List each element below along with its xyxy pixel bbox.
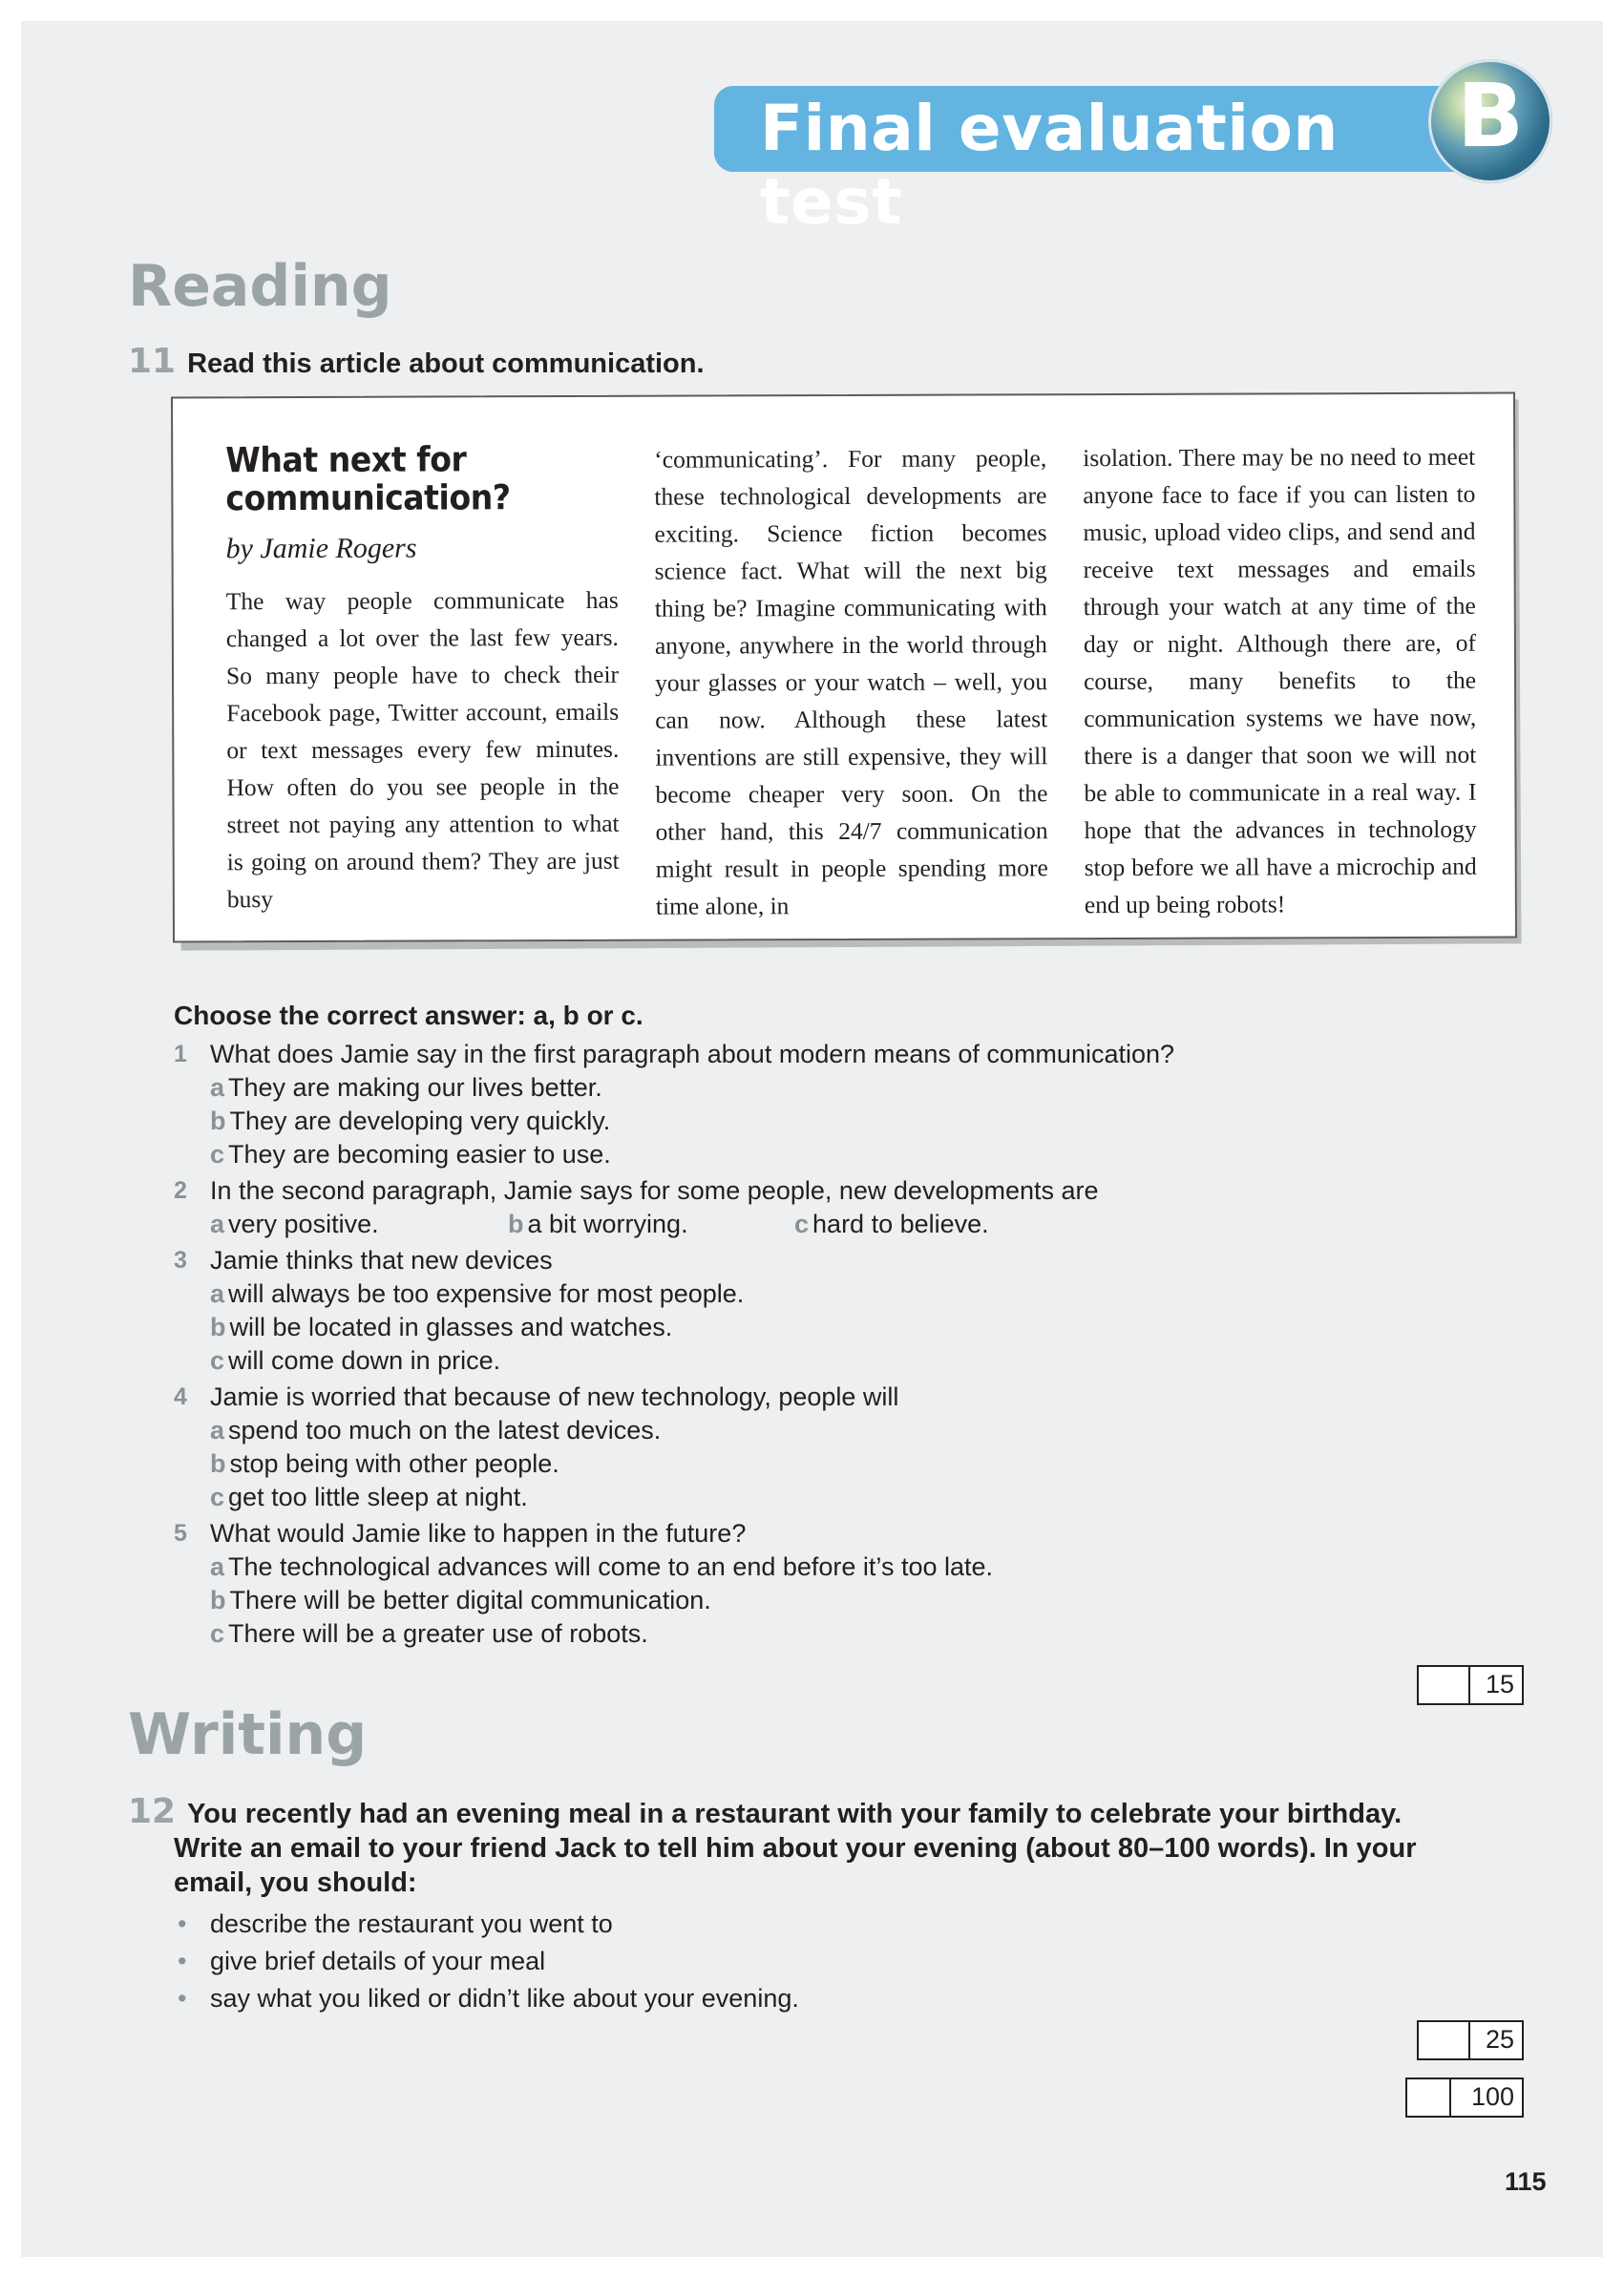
question-5 [174,1517,1319,1550]
option-3a[interactable] [174,1277,1319,1311]
writing-task [128,1792,1503,1900]
article-box [171,392,1517,943]
article-column-2: ‘communicating’. For many people, these technological developments are exciting. Science fiction becomes science fact. What will the next big thing be? Imagine communicating with anyone, anywhere in the world through your glasses or your watch – well, you can now. Although these latest inventions are still expensive, they will become cheaper very soon. On the other hand, this 24/7 communication might result in people spending more time alone, in [654,444,1048,920]
question-text: What does Jamie say in the first paragraph about modern means of communication? [210,1040,1175,1068]
question-2 [174,1174,1319,1208]
writing-task-number: 12 [128,1792,177,1831]
option-letter: b [210,1107,226,1135]
question-text: Jamie is worried that because of new technology, people will [210,1382,899,1411]
option-letter: b [508,1210,524,1238]
header-banner [714,86,1492,239]
option-3c[interactable] [174,1344,1319,1378]
bullet-item: • say what you liked or didn’t like about your evening. [174,1980,799,2017]
option-5c[interactable] [174,1617,1319,1651]
option-letter: b [210,1586,226,1614]
option-text: will come down in price. [228,1346,501,1375]
question-number: 3 [174,1247,187,1274]
option-2b[interactable] [508,1208,794,1241]
writing-section-title: Writing [128,1701,368,1768]
option-text: They are developing very quickly. [229,1107,611,1135]
option-text: The technological advances will come to an end before it’s too late. [228,1552,994,1581]
option-4c[interactable] [174,1481,1319,1514]
article-text-1: The way people communicate has changed a lot over the last few years. So many people have to check their Facebook page, Twitter account, emails or text messages every few minutes. How often do you see people in the street not paying any attention to what is going on around them? They are just busy [225,585,620,914]
article-title-line-2: communication? [225,478,511,519]
option-4a[interactable] [174,1414,1319,1447]
option-text: very positive. [228,1210,379,1238]
option-letter: a [210,1279,225,1308]
option-letter: b [210,1313,226,1341]
reading-score-box[interactable] [1417,1665,1524,1705]
reading-task [128,342,705,381]
bullet-item: • give brief details of your meal [174,1943,799,1980]
grand-total: 100 [1470,2082,1514,2111]
writing-task-line-2: Write an email to your friend Jack to tell him about your evening (about 80–100 words). In your [174,1833,1417,1864]
total-score-input[interactable] [1407,2079,1451,2116]
article-column-3: isolation. There may be no need to meet anyone face to face if you can listen to music, upload video clips, and send and receive text messages and emails through your watch at any time of the day or night. Although there are, of course, many benefits to the communication systems we have now, there is a danger that soon we will not be able to communicate in a real way. I hope that the advances in technology stop before we all have a microchip and end up being robots! [1083,442,1477,919]
option-text: They are becoming easier to use. [228,1140,611,1169]
option-text: a bit worrying. [527,1210,688,1238]
option-1a[interactable] [174,1071,1319,1105]
reading-score-input[interactable] [1419,1667,1470,1703]
question-number: 2 [174,1177,187,1204]
article-author: by Jamie Rogers [225,532,417,565]
option-text: There will be a greater use of robots. [228,1619,648,1648]
page-number: 115 [1505,2167,1547,2196]
question-1 [174,1038,1319,1071]
option-1b[interactable] [174,1105,1319,1138]
article-title-line-1: What next for [225,440,467,481]
question-text: Jamie thinks that new devices [210,1246,553,1275]
option-text: hard to believe. [812,1210,989,1238]
option-letter: b [210,1449,226,1478]
reading-task-instruction: Read this article about communication. [187,348,705,379]
test-version-letter: B [1456,65,1525,167]
option-1c[interactable] [174,1138,1319,1171]
question-number: 1 [174,1041,187,1067]
option-text: will be located in glasses and watches. [229,1313,673,1341]
questions-block [174,999,1319,1651]
page-title: Final evaluation test [760,92,1339,239]
question-3 [174,1244,1319,1277]
writing-task-line-1: You recently had an evening meal in a restaurant with your family to celebrate your birthday. [187,1799,1403,1829]
option-text: spend too much on the latest devices. [228,1416,662,1445]
reading-task-number: 11 [128,342,177,381]
question-text: What would Jamie like to happen in the future? [210,1519,747,1548]
writing-score-box[interactable] [1417,2020,1524,2060]
question-number: 5 [174,1520,187,1547]
option-text: They are making our lives better. [228,1073,602,1102]
writing-score-input[interactable] [1419,2022,1470,2058]
bullet-item: • describe the restaurant you went to [174,1906,799,1943]
option-4b[interactable] [174,1447,1319,1481]
reading-section-title: Reading [128,253,392,320]
option-letter: c [210,1140,225,1169]
globe-badge-icon [1428,59,1552,183]
option-letter: c [210,1619,225,1648]
option-2c[interactable] [794,1208,989,1241]
total-score-box[interactable] [1405,2078,1524,2118]
writing-bullets [174,1906,799,2017]
option-3b[interactable] [174,1311,1319,1344]
reading-score-total: 15 [1485,1670,1514,1698]
option-letter: a [210,1416,225,1445]
option-text: will always be too expensive for most people. [228,1279,745,1308]
questions-heading: Choose the correct answer: a, b or c. [174,1001,643,1030]
option-text: stop being with other people. [229,1449,559,1478]
option-5a[interactable] [174,1550,1319,1584]
option-letter: a [210,1210,225,1238]
options-row-2 [174,1208,1319,1241]
question-text: In the second paragraph, Jamie says for some people, new developments are [210,1176,1099,1205]
article-title [225,441,586,518]
article-column-1 [225,441,620,921]
question-4 [174,1381,1319,1414]
option-letter: c [794,1210,810,1238]
option-2a[interactable] [210,1208,508,1241]
option-letter: c [210,1346,225,1375]
option-letter: a [210,1073,225,1102]
option-text: There will be better digital communication. [229,1586,711,1614]
writing-score-total: 25 [1485,2025,1514,2054]
option-text: get too little sleep at night. [228,1483,528,1511]
option-5b[interactable] [174,1584,1319,1617]
writing-task-line-3: email, you should: [174,1867,417,1898]
question-number: 4 [174,1383,187,1410]
option-letter: a [210,1552,225,1581]
option-letter: c [210,1483,225,1511]
